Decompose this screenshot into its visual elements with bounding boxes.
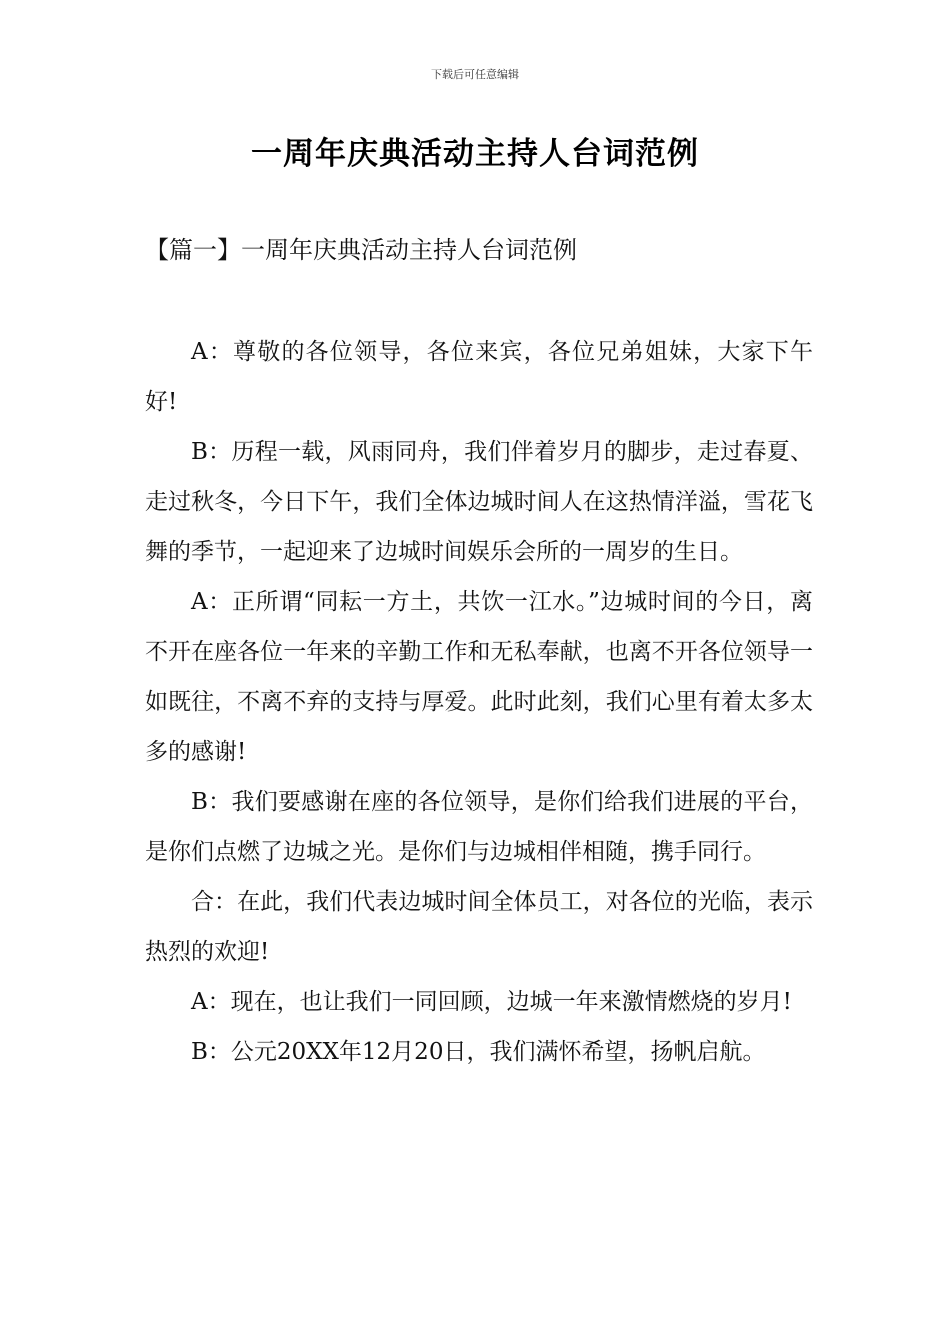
paragraph: A：现在，也让我们一同回顾，边城一年来激情燃烧的岁月! <box>191 989 792 1015</box>
paragraph: B：公元20XX年12月20日，我们满怀希望，扬帆启航。 <box>191 1039 766 1065</box>
paragraph: B：我们要感谢在座的各位领导，是你们给我们进展的平台，是你们点燃了边城之光。是你们与边城相伴相随，携手同行。 <box>145 789 813 865</box>
body-text <box>145 327 813 1077</box>
section-heading: 【篇一】一周年庆典活动主持人台词范例 <box>145 236 577 264</box>
paragraph: B：历程一载，风雨同舟，我们伴着岁月的脚步，走过春夏、走过秋冬，今日下午，我们全体边城时间人在这热情洋溢，雪花飞舞的季节，一起迎来了边城时间娱乐会所的一周岁的生日。 <box>145 439 813 565</box>
header-note: 下载后可任意编辑 <box>431 68 519 81</box>
paragraph: A：尊敬的各位领导，各位来宾，各位兄弟姐妹，大家下午好! <box>145 339 813 415</box>
paragraph: A：正所谓“同耘一方土，共饮一江水。”边城时间的今日，离不开在座各位一年来的辛勤工作和无私奉献，也离不开各位领导一如既往，不离不弃的支持与厚爱。此时此刻，我们心里有着太多太多的感谢! <box>145 589 813 765</box>
paragraph: 合：在此，我们代表边城时间全体员工，对各位的光临，表示热烈的欢迎! <box>145 889 813 965</box>
document-title: 一周年庆典活动主持人台词范例 <box>251 136 699 172</box>
